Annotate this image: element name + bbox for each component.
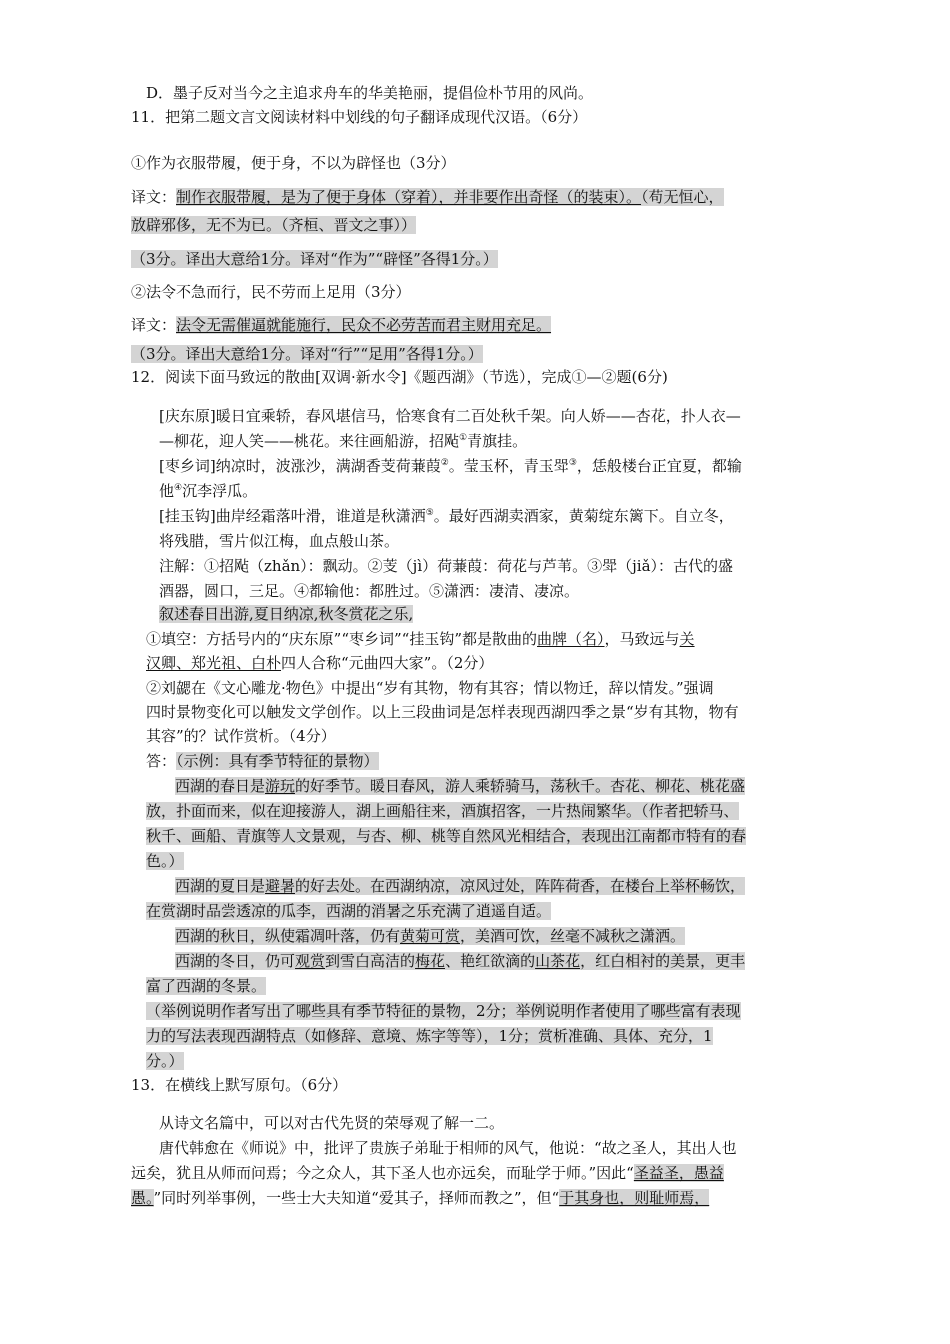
poem-zaoxiangci-line-2: 他④沉李浮瓜。 xyxy=(159,482,258,500)
q11-sentence-2: ②法令不急而行，民不劳而上足用（3分） xyxy=(131,283,411,301)
q12-part-1: ①填空：方括号内的“庆东原”“枣乡词”“挂玉钩”都是散曲的曲牌（名），马致远与关 xyxy=(146,630,695,648)
q11-sentence-1: ①作为衣服带履，便于身，不以为辟怪也（3分） xyxy=(131,154,456,172)
q13-text-line-1: 唐代韩愈在《师说》中，批评了贵族子弟耻于相师的风气，他说：“故之圣人，其出人也 xyxy=(159,1139,737,1157)
answer-winter-line-2: 富了西湖的冬景。 xyxy=(146,977,267,995)
poem-qingdongyuan-line-2: —柳花，迎人笑——桃花。来往画船游，招飐①青旗挂。 xyxy=(159,432,528,450)
scoring-note-line-2: 力的写法表现西湖特点（如修辞、意境、炼字等等），1分；赏析准确、具体、充分，1 xyxy=(146,1027,713,1045)
answer-spring-line-3: 秋千、画船、青旗等人文景观，与杏、柳、桃等自然风光相结合，表现出江南都市特有的春 xyxy=(146,827,747,845)
q12-part-2-line-3: 其容”的？试作赏析。（4分） xyxy=(146,727,336,745)
q11-scoring-2: （3分。译出大意给1分。译对“行”“足用”各得1分。） xyxy=(131,345,483,363)
poem-guayugou-line-2: 将残腊，雪片似江梅，血点般山茶。 xyxy=(159,532,400,550)
answer-summer-line-2: 在赏湖时品尝透凉的瓜李，西湖的消暑之乐充满了逍遥自适。 xyxy=(146,902,552,920)
question-13-heading: 13．在横线上默写原句。（6分） xyxy=(131,1076,348,1094)
question-12-heading: 12．阅读下面马致远的散曲[双调·新水令]《题西湖》（节选），完成①—②题(6分) xyxy=(131,368,668,386)
scoring-note-line-1: （举例说明作者写出了哪些具有季节特征的景物，2分；举例说明作者使用了哪些富有表现 xyxy=(146,1002,741,1020)
annotation-line-2: 酒器，圆口，三足。④都输他：都胜过。⑤潇洒：凄清、凄凉。 xyxy=(159,582,580,600)
answer-label: 答：（示例：具有季节特征的景物） xyxy=(146,752,379,770)
answer-spring-line-4: 色。） xyxy=(146,852,184,870)
q11-translation-1-cont: 放辟邪侈，无不为已。（齐桓、晋文之事）） xyxy=(131,216,417,234)
q12-part-1-cont: 汉卿、郑光祖、白朴四人合称“元曲四大家”。（2分） xyxy=(146,654,494,672)
poem-qingdongyuan-line-1: [庆东原]暖日宜乘轿，春风堪信马，恰寒食有二百处秋千架。向人娇——杏花，扑人衣— xyxy=(159,407,741,425)
q13-text-line-2: 远矣，犹且从师而问焉；今之众人，其下圣人也亦远矣，而耻学于师。”因此“圣益圣，愚益 xyxy=(131,1164,724,1182)
answer-spring-line-1: 西湖的春日是游玩的好季节。暖日春风，游人乘轿骑马，荡秋千。杏花、柳花、桃花盛 xyxy=(175,777,746,795)
annotation-line-1: 注解：①招飐（zhǎn）：飘动。②芰（jì）荷蒹葭：荷花与芦苇。③斝（jiǎ）：古代的盛 xyxy=(159,557,734,575)
q11-translation-2: 译文：法令无需催逼就能施行，民众不必劳苦而君主财用充足。 xyxy=(131,316,552,334)
answer-spring-line-2: 放，扑面而来，似在迎接游人，湖上画船往来，酒旗招客，一片热闹繁华。（作者把轿马、 xyxy=(146,802,739,820)
poem-zaoxiangci-line-1: [枣乡词]纳凉时，波涨沙，满湖香芰荷蒹葭②。莹玉杯，青玉斝③，恁般楼台正宜夏，都输 xyxy=(159,457,742,475)
scoring-note-line-3: 分。） xyxy=(146,1052,184,1070)
q13-intro: 从诗文名篇中，可以对古代先贤的荣辱观了解一二。 xyxy=(159,1114,505,1132)
answer-winter-line-1: 西湖的冬日，仍可观赏到雪白高洁的梅花、艳红欲滴的山茶花，红白相衬的美景，更丰 xyxy=(175,952,746,970)
q11-scoring-1: （3分。译出大意给1分。译对“作为”“辟怪”各得1分。） xyxy=(131,250,498,268)
q13-text-line-3: 愚。”同时列举事例，一些士大夫知道“爱其子，择师而教之”，但“于其身也，则耻师焉， xyxy=(131,1189,710,1207)
answer-summer-line-1: 西湖的夏日是避暑的好去处。在西湖纳凉，凉风过处，阵阵荷香，在楼台上举杯畅饮， xyxy=(175,877,746,895)
question-11-heading: 11．把第二题文言文阅读材料中划线的句子翻译成现代汉语。（6分） xyxy=(131,108,588,126)
answer-autumn: 西湖的秋日，纵使霜凋叶落，仍有黄菊可赏，美酒可饮，丝毫不减秋之潇洒。 xyxy=(175,927,686,945)
q12-part-2-line-1: ②刘勰在《文心雕龙·物色》中提出“岁有其物，物有其容；情以物迁，辞以情发。”强调 xyxy=(146,679,714,697)
q12-part-2-line-2: 四时景物变化可以触发文学创作。以上三段曲词是怎样表现西湖四季之景“岁有其物，物有 xyxy=(146,703,739,721)
option-d: D．墨子反对当今之主追求舟车的华美艳丽，提倡俭朴节用的风尚。 xyxy=(146,84,594,102)
summary-note: 叙述春日出游,夏日纳凉,秋冬赏花之乐, xyxy=(159,605,414,623)
q11-translation-1: 译文：制作衣服带履，是为了便于身体（穿着），并非要作出奇怪（的装束）。（苟无恒心， xyxy=(131,188,724,206)
poem-guayugou-line-1: [挂玉钩]曲岸经霜落叶滑，谁道是秋潇洒⑤。最好西湖卖酒家，黄菊绽东篱下。自立冬， xyxy=(159,507,734,525)
